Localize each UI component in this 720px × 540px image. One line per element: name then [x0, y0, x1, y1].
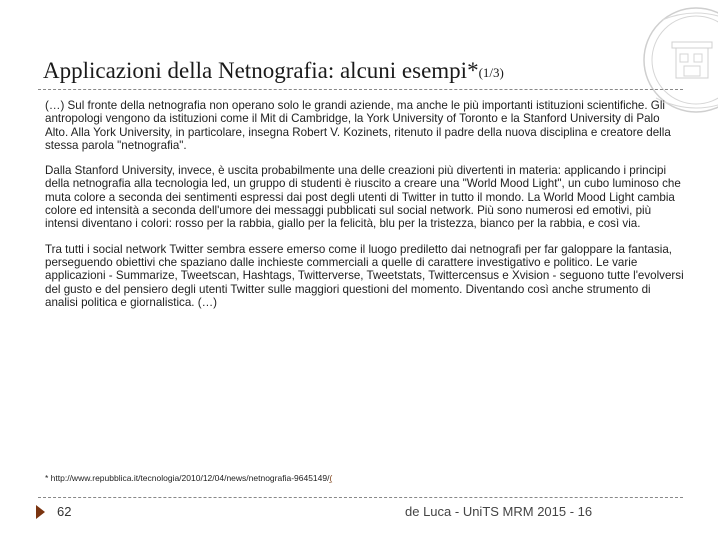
- page-number: 62: [57, 504, 72, 519]
- slide-title: [43, 58, 504, 84]
- title-divider: [38, 89, 683, 90]
- footnote-mark: (: [329, 473, 333, 483]
- title-text: Applicazioni della Netnografia: alcuni esempi*: [43, 58, 479, 83]
- paragraph-1: (…) Sul fronte della netnografia non operano solo le grandi aziende, ma anche le più importanti istituzioni scientifiche. Gli antropologi vengono da istituzioni come il Mit di Cambridge, la York University of Toronto e la Stanford University di Palo Alto. Alla York University, in particolare, insegna Robert V. Kozinets, ritenuto il padre della nuova disciplina e creatore della stessa parola "netnografia".: [45, 99, 671, 152]
- title-page-indicator: (1/3): [478, 65, 504, 80]
- footer-divider: [38, 497, 683, 498]
- bullet-arrow-icon: [36, 505, 45, 519]
- footer-label: de Luca - UniTS MRM 2015 - 16: [405, 504, 593, 519]
- footnote: [45, 473, 332, 483]
- slide-body: [45, 99, 685, 321]
- paragraph-3: Tra tutti i social network Twitter sembra essere emerso come il luogo prediletto dai netnografi per far galoppare la fantasia, perseguendo obiettivi che spaziano dalle inchieste commerciali a quelle di carattere investigativo e politico. Le varie applicazioni - Summarize, Tweetscan, Hashtags, Twitterverse, Tweetstats, Twittercensus e Xvision - seguono tutte l'evolversi del gusto e del pensiero degli utenti Twitter sulle maggiori questioni del momento. Diventando così anche strumento di analisi politica e giornalistica. (…): [45, 242, 684, 309]
- footnote-link[interactable]: * http://www.repubblica.it/tecnologia/2010/12/04/news/netnografia-9645149/: [45, 473, 330, 483]
- paragraph-2: Dalla Stanford University, invece, è uscita probabilmente una delle creazioni più divertenti in materia: applicando i principi della netnografia alla tecnologia led, un gruppo di studenti è riuscito a creare una "World Mood Light", un cubo luminoso che muta colore a seconda dei sentimenti espressi dai post degli utenti di Twitter in tutto il mondo. La World Mood Light cambia colore ed intensità a seconda dell'umore dei messaggi pubblicati sul social network. Più sono numerosi ed emotivi, più intensi diventano i colori: rosso per la rabbia, giallo per la felicità, blu per la tristezza, bianco per la rabbia, e così via.: [45, 164, 681, 231]
